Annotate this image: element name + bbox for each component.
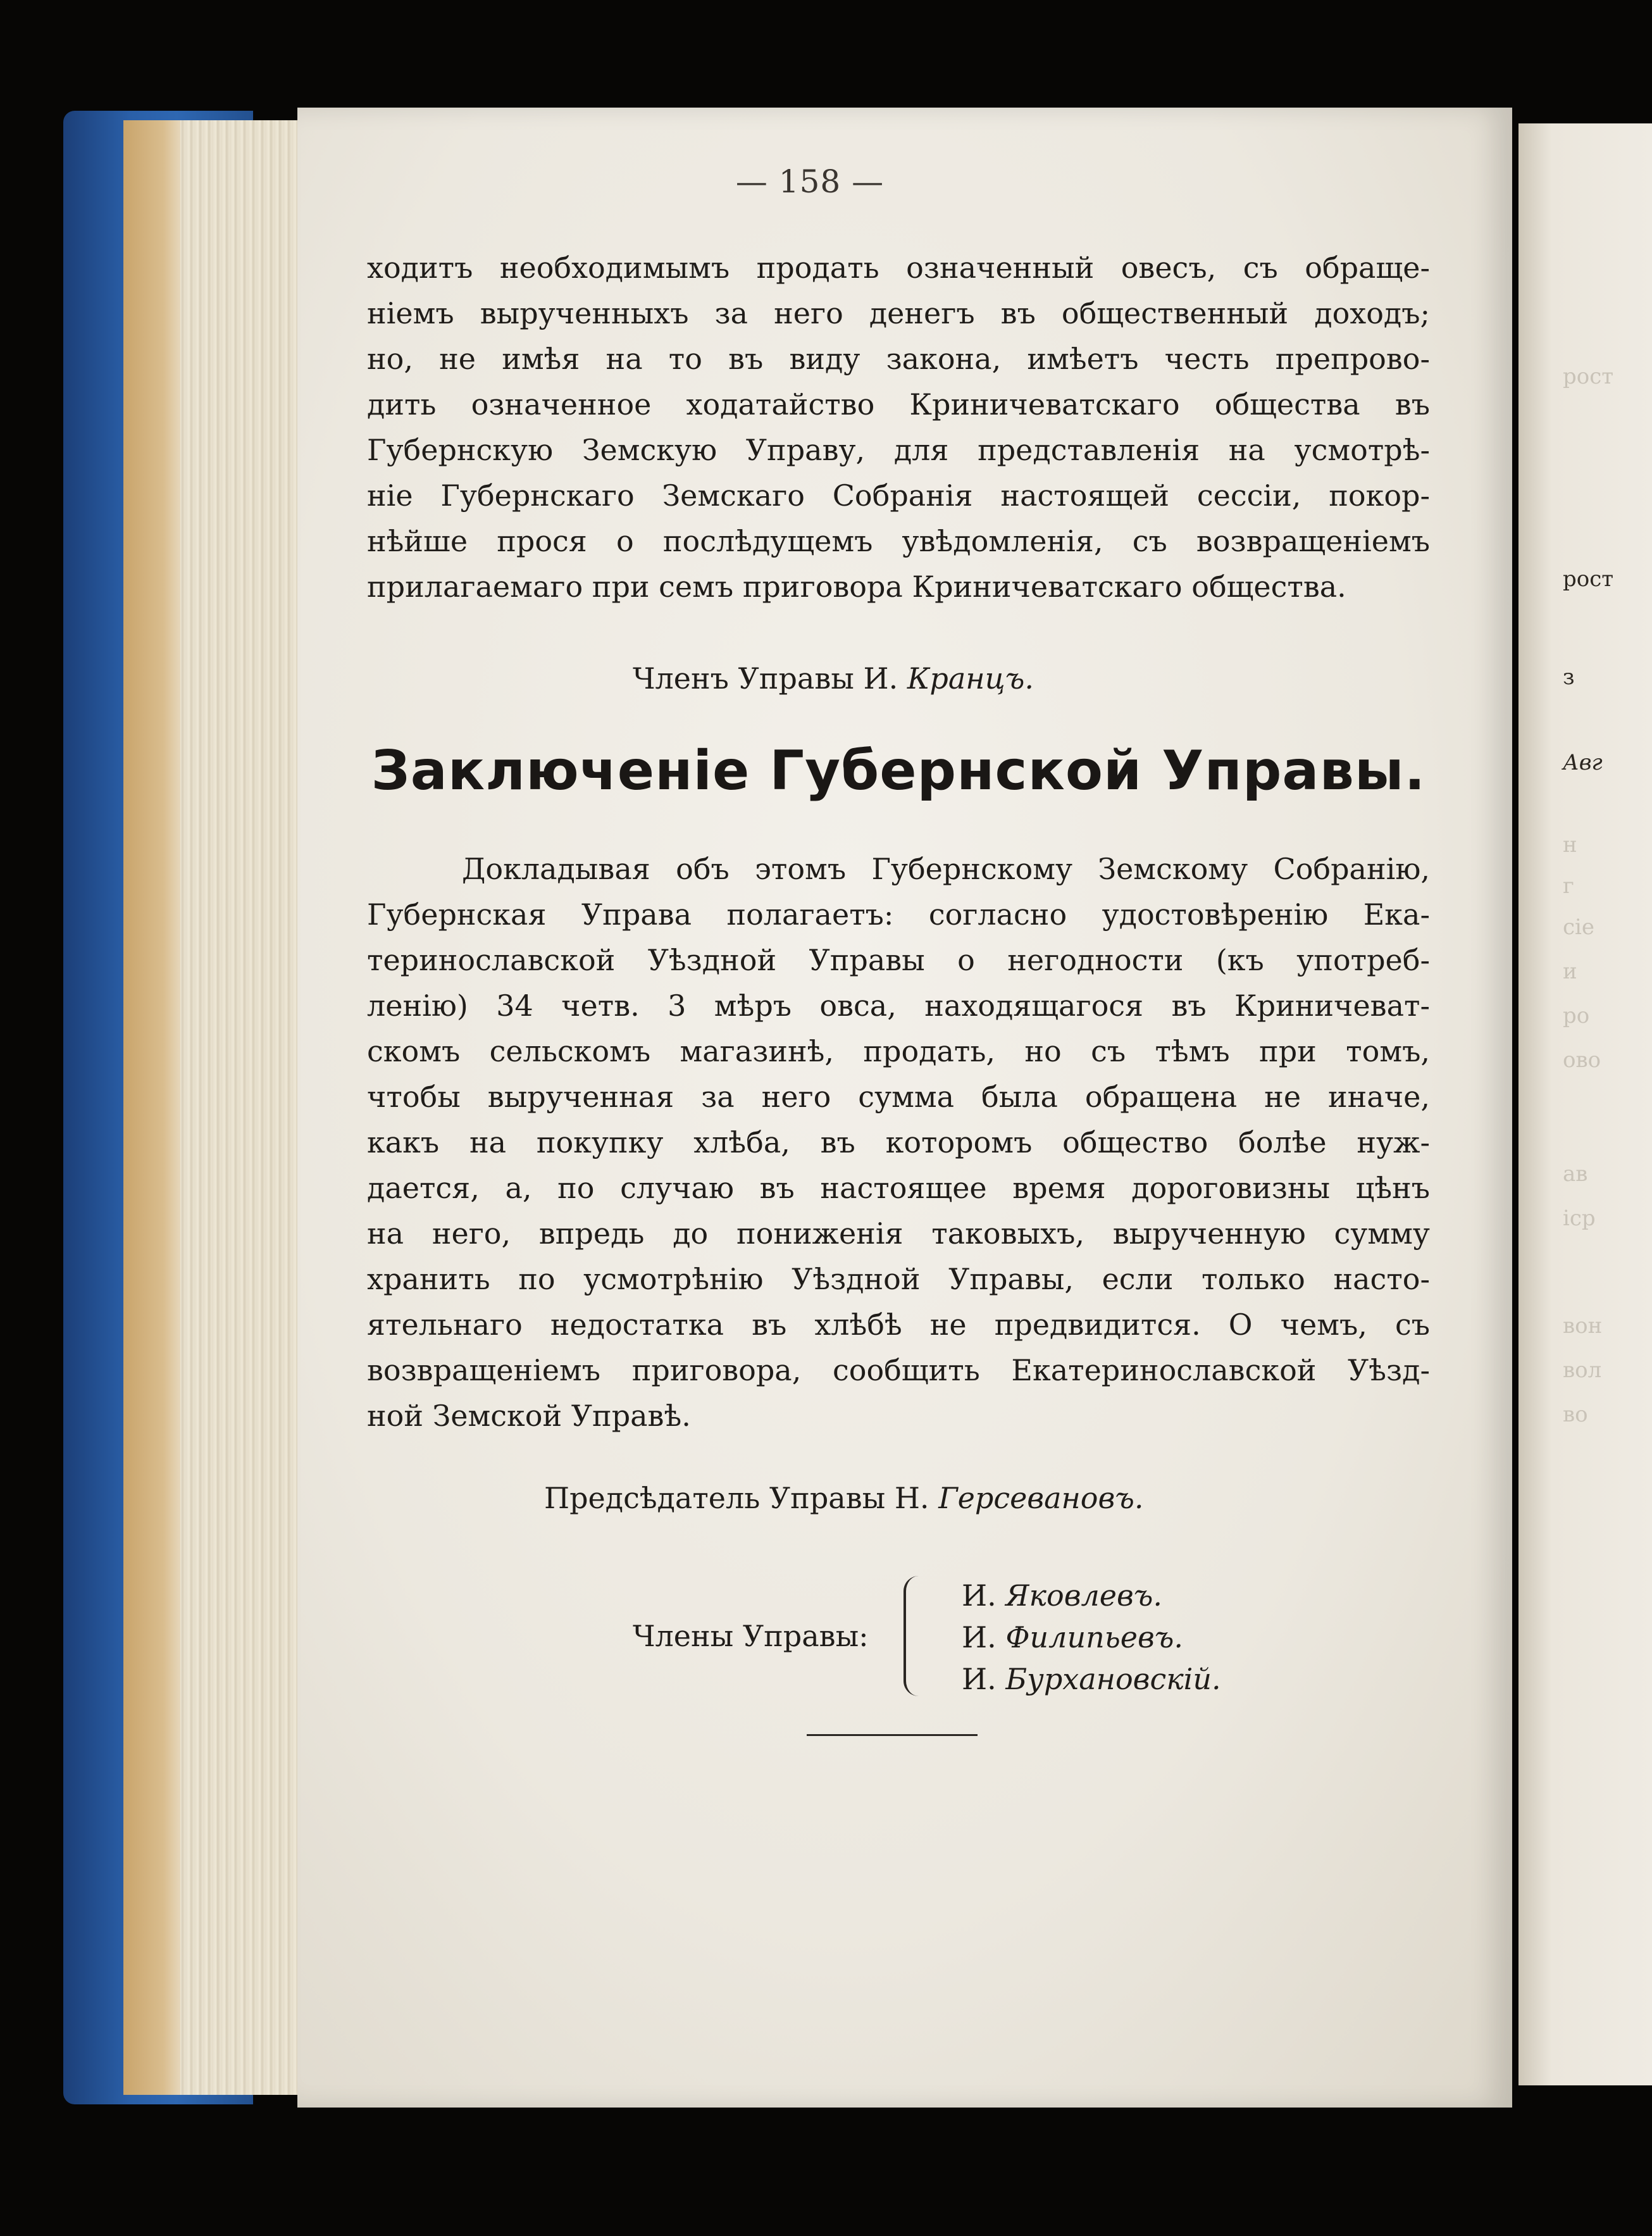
brace-bracket (904, 1576, 919, 1696)
next-page-fragment: вол (1563, 1358, 1602, 1383)
text-line: прилагаемаго при семъ приговора Криничеватскаго общества. (367, 570, 1346, 604)
next-page-fragment: ово (1563, 1047, 1601, 1073)
text-line: возвращеніемъ приговора, сообщить Екатеринославской Уѣзд- (367, 1353, 1430, 1387)
text-line: ной Земской Управѣ. (367, 1399, 691, 1433)
signature-prefix: Членъ Управы И. (633, 661, 898, 696)
text-line: дить означенное ходатайство Криничеватскаго общества въ (367, 387, 1430, 422)
member-initial: И. (962, 1578, 997, 1613)
next-page-fragment: з (1563, 665, 1575, 690)
next-page-fragment: во (1563, 1402, 1588, 1427)
next-page-fragment: ро (1563, 1003, 1590, 1028)
member-initial: И. (962, 1620, 997, 1654)
section-heading: Заключеніе Губернской Управы. (371, 739, 1426, 803)
member-surname: Филипьевъ. (1005, 1620, 1184, 1654)
signature-name: Герсевановъ. (938, 1481, 1144, 1515)
next-page-fragment: рост (1563, 566, 1614, 592)
text-line: но, не имѣя на то въ виду закона, имѣетъ честь препрово- (367, 342, 1430, 376)
text-line: дается, а, по случаю въ настоящее время дороговизны цѣнъ (367, 1171, 1430, 1205)
text-line: теринославской Уѣздной Управы о негодности (къ употреб- (367, 943, 1430, 977)
member-surname: Бурхановскій. (1005, 1662, 1221, 1696)
signature-name: Кранцъ. (907, 661, 1034, 696)
next-page-fragment: сіе (1563, 915, 1595, 940)
text-line: ніемъ вырученныхъ за него денегъ въ общественный доходъ; (367, 296, 1430, 330)
text-line: Губернская Управа полагаетъ: согласно удостовѣренію Ека- (367, 897, 1430, 932)
next-page-fragment: н (1563, 832, 1577, 858)
text-line: ленію) 34 четв. 3 мѣръ овса, находящагося въ Криничеват- (367, 989, 1430, 1023)
signature-prefix: Предсѣдатель Управы Н. (544, 1481, 929, 1515)
closing-rule (807, 1734, 978, 1736)
text-line: Докладывая объ этомъ Губернскому Земскому Собранію, (462, 852, 1430, 886)
next-page-fragment: г (1563, 873, 1574, 899)
text-line: нѣйше прося о послѣдущемъ увѣдомленія, съ возвращеніемъ (367, 524, 1430, 558)
text-line: ніе Губернскаго Земскаго Собранія настоящей сессіи, покор- (367, 478, 1430, 513)
text-line: скомъ сельскомъ магазинѣ, продать, но съ тѣмъ при томъ, (367, 1034, 1430, 1068)
text-line: чтобы вырученная за него сумма была обращена не иначе, (367, 1080, 1430, 1114)
chairman-signature (544, 1481, 1144, 1515)
text-line: какъ на покупку хлѣба, въ которомъ общество болѣе нуж- (367, 1125, 1430, 1159)
page-edges (123, 120, 313, 2095)
next-page-fragment: Авг (1563, 750, 1603, 775)
text-line: ятельнаго недостатка въ хлѣбѣ не предвидится. О чемъ, съ (367, 1308, 1430, 1342)
next-page-fragment: рост (1563, 364, 1614, 389)
next-page-fragment: ав (1563, 1161, 1588, 1187)
member-name (962, 1578, 1162, 1613)
text-line: на него, впредь до пониженія таковыхъ, вырученную сумму (367, 1216, 1430, 1251)
next-page-fragment: іср (1563, 1206, 1596, 1231)
next-page (1518, 123, 1652, 2085)
next-page-fragment: и (1563, 959, 1577, 984)
text-line: Губернскую Земскую Управу, для представленія на усмотрѣ- (367, 433, 1430, 467)
members-label: Члены Управы: (633, 1619, 869, 1653)
page-number: — 158 — (735, 163, 885, 200)
member-initial: И. (962, 1662, 997, 1696)
next-page-fragment: вон (1563, 1313, 1603, 1339)
member-name (962, 1620, 1183, 1654)
text-line: ходитъ необходимымъ продать означенный овесъ, съ обраще- (367, 251, 1430, 285)
member-signature (633, 661, 1034, 696)
member-surname: Яковлевъ. (1005, 1578, 1163, 1613)
text-line: хранить по усмотрѣнію Уѣздной Управы, если только насто- (367, 1262, 1430, 1296)
page-edge-tint (123, 120, 180, 2095)
member-name (962, 1662, 1221, 1696)
